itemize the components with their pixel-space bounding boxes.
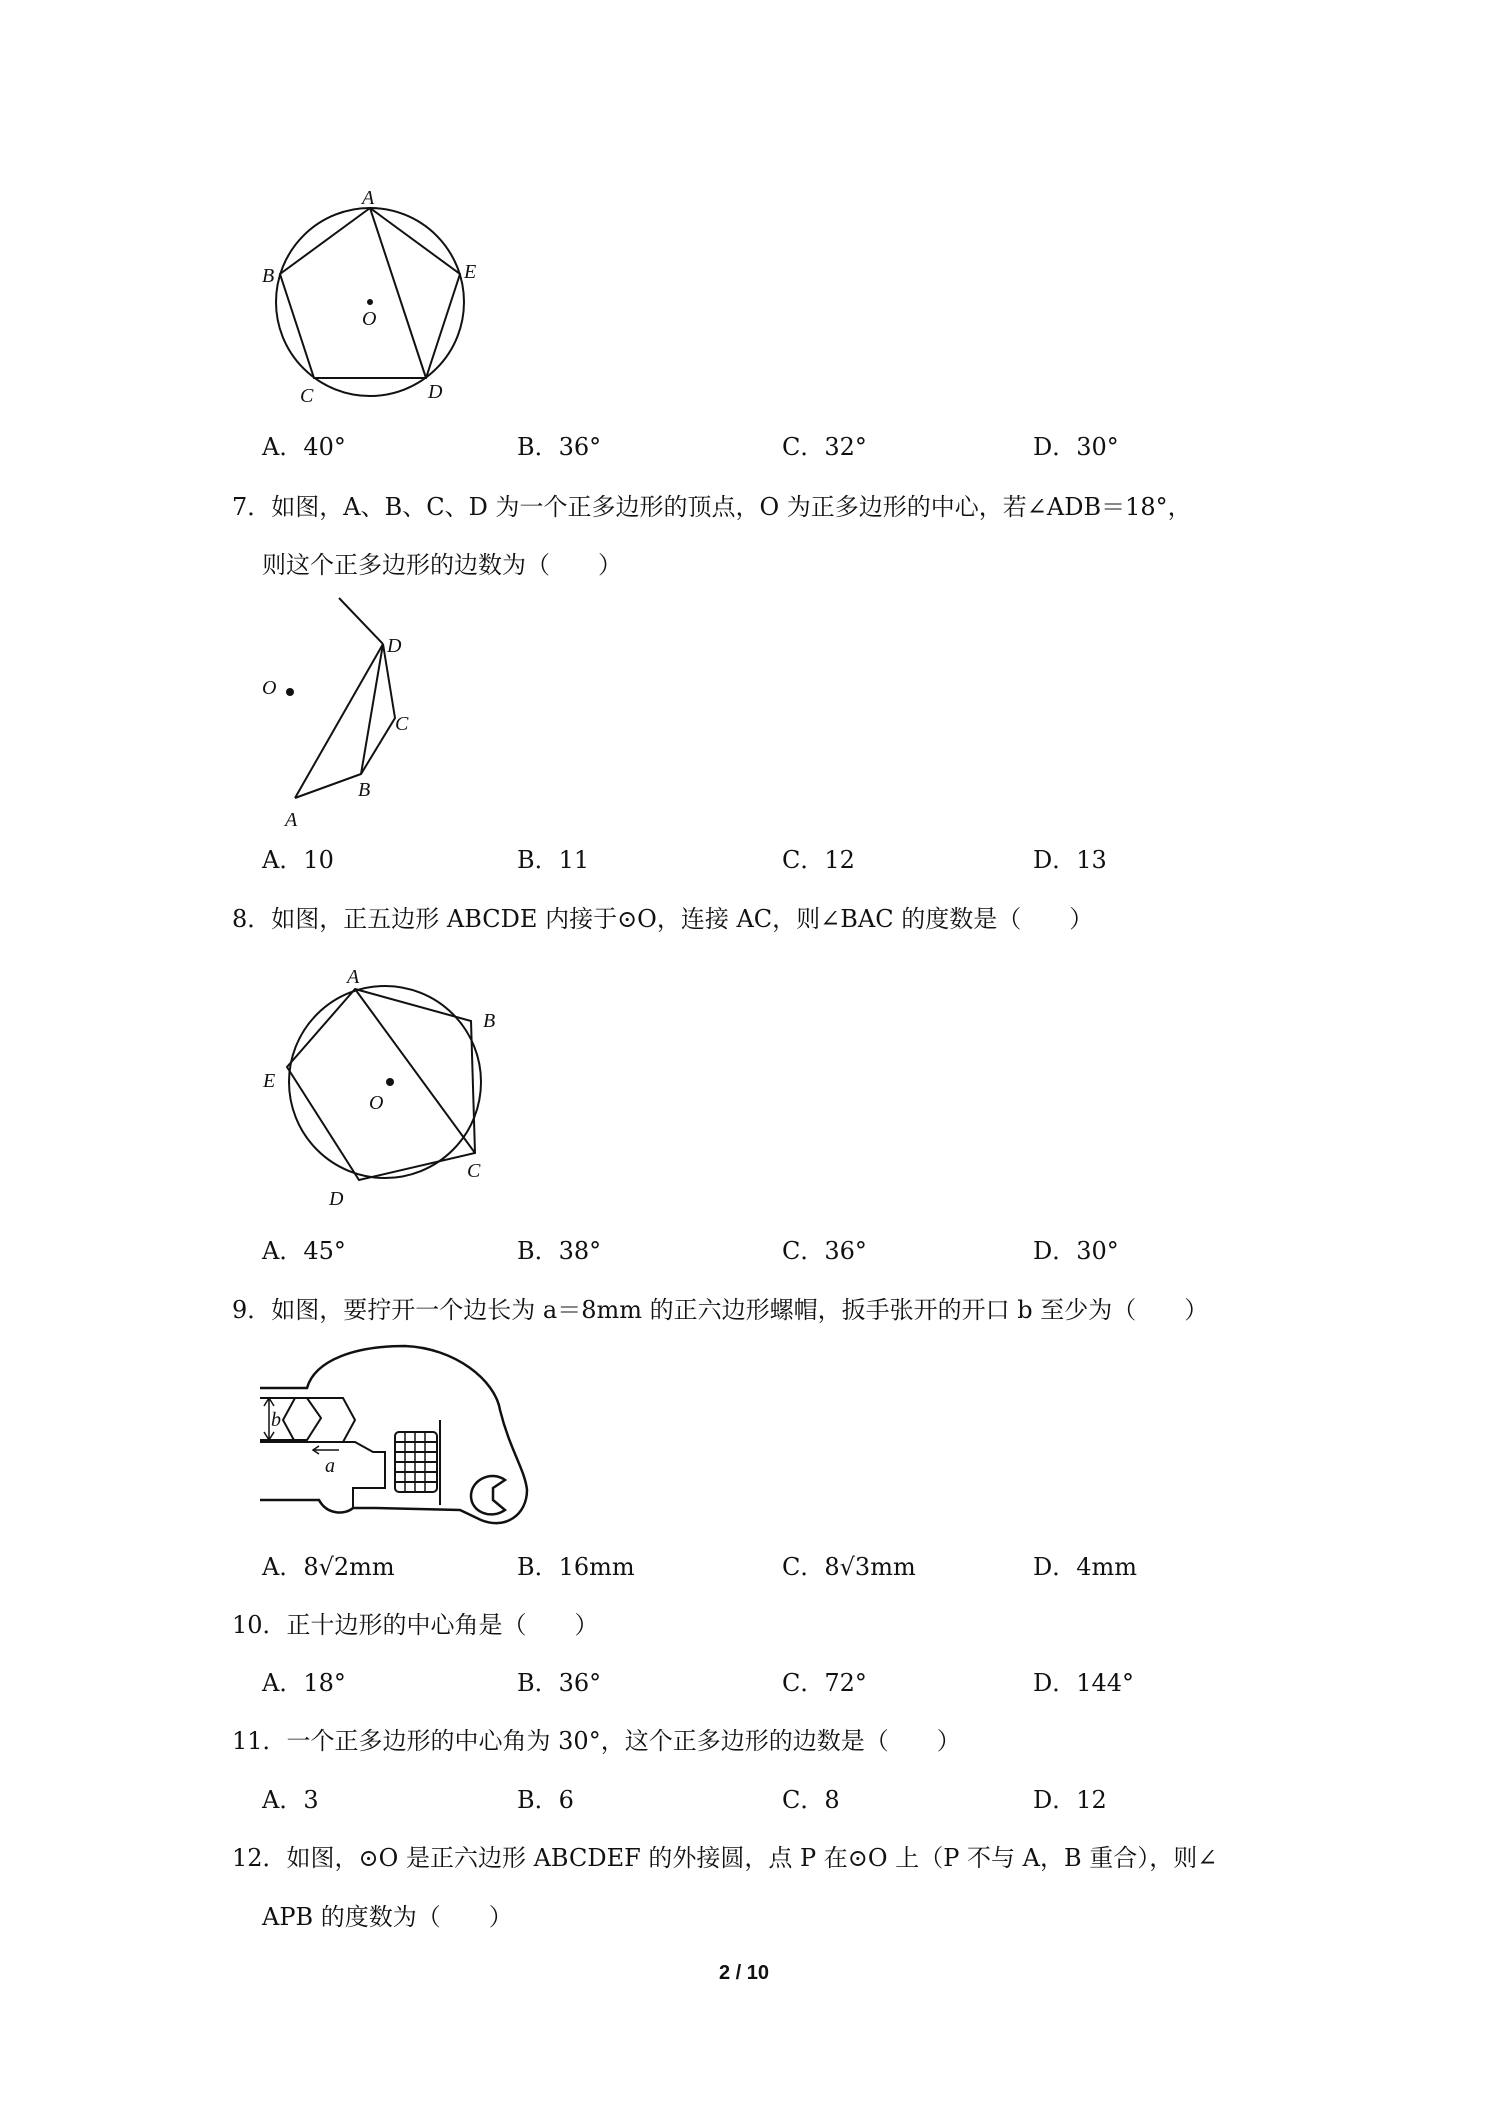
q8-option-d: D．30° — [1033, 1237, 1119, 1265]
label-b: B — [262, 265, 275, 287]
q10-option-d: D．144° — [1033, 1669, 1135, 1697]
label-b: b — [271, 1409, 281, 1431]
q6-option-c: C．32° — [782, 433, 867, 461]
q7-option-c: C．12 — [782, 846, 855, 874]
label-a: A — [347, 966, 360, 988]
q11-option-d: D．12 — [1033, 1786, 1107, 1814]
q9-option-a: A．8√2mm — [262, 1553, 395, 1581]
q11-option-b: B．6 — [517, 1786, 574, 1814]
q10-option-b: B．36° — [517, 1669, 602, 1697]
label-d: D — [428, 381, 443, 403]
label-e: E — [464, 261, 477, 283]
q7-question-line1: 7．如图，A、B、C、D 为一个正多边形的顶点，O 为正多边形的中心，若∠ADB＝18°， — [232, 493, 1192, 521]
q7-option-d: D．13 — [1033, 846, 1107, 874]
label-a: A — [285, 809, 298, 831]
label-d: D — [387, 635, 402, 657]
q9-option-c: C．8√3mm — [782, 1553, 916, 1581]
q8-option-c: C．36° — [782, 1237, 867, 1265]
label-e: E — [263, 1070, 276, 1092]
label-a: A — [362, 190, 375, 209]
q10-option-c: C．72° — [782, 1669, 867, 1697]
label-b: B — [483, 1010, 496, 1032]
q6-option-b: B．36° — [517, 433, 602, 461]
q8-option-a: A．45° — [262, 1237, 346, 1265]
q9-question-line1: 9．如图，要拧开一个边长为 a＝8mm 的正六边形螺帽，扳手张开的开口 b 至少为（ ） — [232, 1296, 1209, 1324]
label-o: O — [262, 677, 277, 699]
q9-option-d: D．4mm — [1033, 1553, 1138, 1581]
label-b: B — [358, 779, 371, 801]
q6-option-a: A．40° — [262, 433, 346, 461]
label-c: C — [300, 385, 314, 407]
label-o: O — [369, 1092, 384, 1114]
label-d: D — [329, 1188, 344, 1210]
label-c: C — [467, 1160, 481, 1182]
label-o: O — [362, 308, 377, 330]
q10-option-a: A．18° — [262, 1669, 346, 1697]
q11-question-line1: 11．一个正多边形的中心角为 30°，这个正多边形的边数是（ ） — [232, 1727, 961, 1755]
figure-q8-pentagon — [255, 955, 515, 1215]
figure-q7-polygon — [255, 590, 455, 835]
q7-option-b: B．11 — [517, 846, 590, 874]
q6-option-d: D．30° — [1033, 433, 1119, 461]
q8-option-b: B．38° — [517, 1237, 602, 1265]
label-a: a — [325, 1455, 335, 1477]
q9-option-b: B．16mm — [517, 1553, 635, 1581]
figure-q6-pentagon — [250, 190, 490, 410]
q7-option-a: A．10 — [262, 846, 334, 874]
q10-question-line1: 10．正十边形的中心角是（ ） — [232, 1611, 599, 1639]
page-number: 2 / 10 — [718, 1962, 770, 1984]
q8-question-line1: 8．如图，正五边形 ABCDE 内接于⊙O，连接 AC，则∠BAC 的度数是（ ） — [232, 905, 1094, 933]
q11-option-c: C．8 — [782, 1786, 840, 1814]
q12-question-line2: APB 的度数为（ ） — [262, 1903, 513, 1931]
q7-question-line2: 则这个正多边形的边数为（ ） — [262, 551, 622, 579]
q11-option-a: A．3 — [262, 1786, 319, 1814]
q12-question-line1: 12．如图，⊙O 是正六边形 ABCDEF 的外接圆，点 P 在⊙O 上（P 不与 A，B 重合），则∠ — [232, 1844, 1218, 1872]
figure-q9-wrench — [255, 1340, 535, 1540]
label-c: C — [395, 713, 409, 735]
